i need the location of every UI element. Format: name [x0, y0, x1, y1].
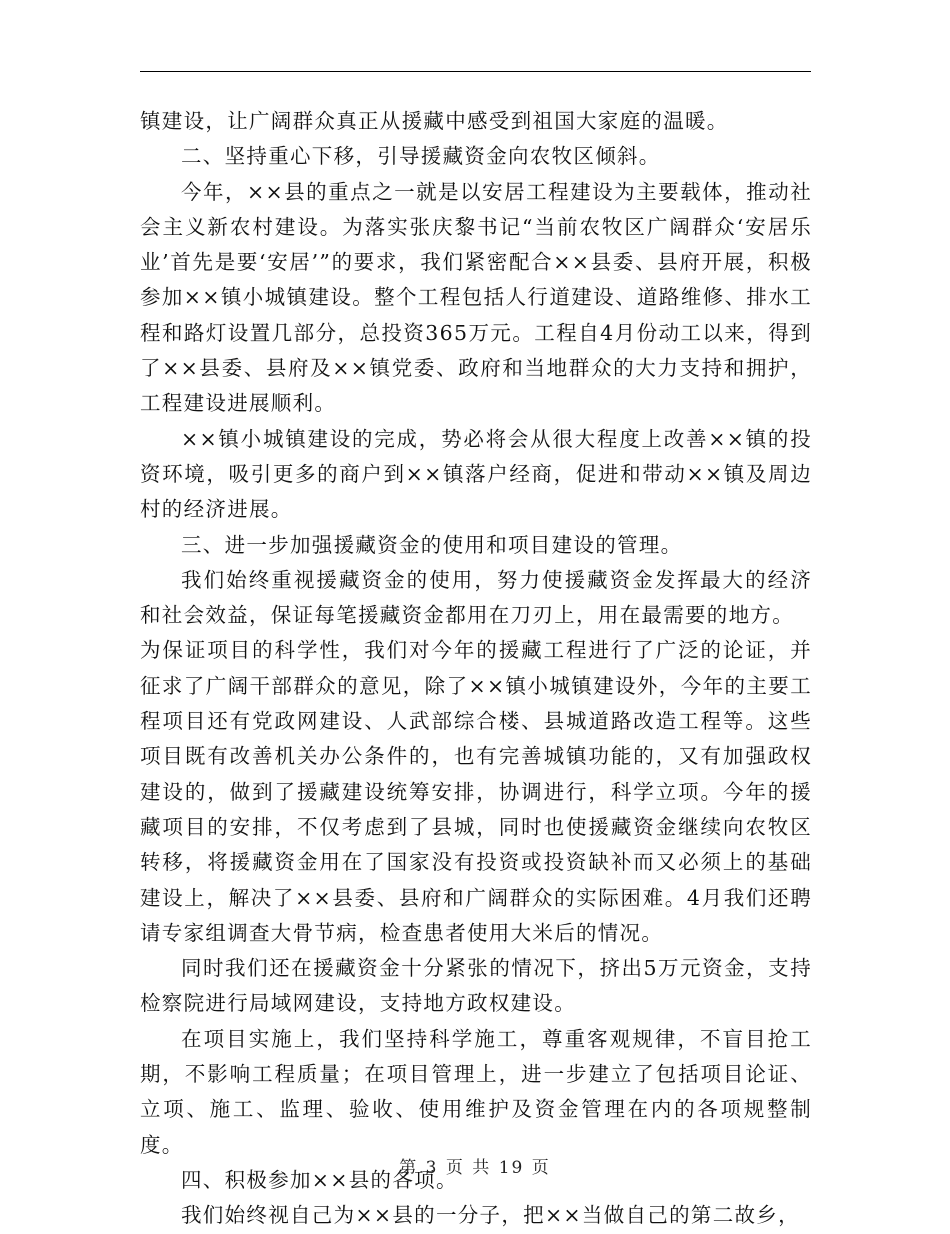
paragraph: ××镇小城镇建设的完成，势必将会从很大程度上改善××镇的投资环境，吸引更多的商户到××镇落户经商，促进和带动××镇及周边村的经济进展。 [140, 426, 812, 522]
paragraph: 为保证项目的科学性，我们对今年的援藏工程进行了广泛的论证，并征求了广阔干部群众的意见，除了××镇小城镇建设外，今年的主要工程项目还有党政网建设、人武部综合楼、县城道路改造工程等。这些项目既有改善机关办公条件的，也有完善城镇功能的，又有加强政权建设的，做到了援藏建设统筹安排，协调进行，科学立项。今年的援藏项目的安排，不仅考虑到了县城，同时也使援藏资金继续向农牧区转移，将援藏资金用在了国家没有投资或投资缺补而又必须上的基础建设上，解决了××县委、县府和广阔群众的实际困难。4月我们还聘请专家组调查大骨节病，检查患者使用大米后的情况。 [140, 638, 812, 945]
paragraph: 我们始终重视援藏资金的使用，努力使援藏资金发挥最大的经济和社会效益，保证每笔援藏资金都用在刀刃上，用在最需要的地方。 [140, 567, 812, 628]
section-heading-2: 二、坚持重心下移，引导援藏资金向农牧区倾斜。 [181, 144, 661, 169]
paragraph: 我们始终视自己为××县的一分子，把××当做自己的第二故乡， [181, 1203, 800, 1228]
paragraph: 同时我们还在援藏资金十分紧张的情况下，挤出5万元资金，支持检察院进行局域网建设，支持地方政权建设。 [140, 956, 812, 1016]
document-body [140, 104, 812, 1234]
paragraph: 在项目实施上，我们坚持科学施工，尊重客观规律，不盲目抢工期，不影响工程质量；在项目管理上，进一步建立了包括项目论证、立项、施工、监理、验收、使用维护及资金管理在内的各项规整制度。 [140, 1026, 812, 1157]
section-heading-3: 三、进一步加强援藏资金的使用和项目建设的管理。 [181, 532, 683, 557]
page-number-footer: 第 3 页 共 19 页 [399, 1158, 551, 1178]
paragraph: 今年，××县的重点之一就是以安居工程建设为主要载体，推动社会主义新农村建设。为落实张庆黎书记“当前农牧区广阔群众‘安居乐业’首先是要‘安居’”的要求，我们紧密配合××县委、县府开展，积极参加××镇小城镇建设。整个工程包括人行道建设、道路维修、排水工程和路灯设置几部分，总投资365万元。工程自4月份动工以来，得到了××县委、县府及××镇党委、政府和当地群众的大力支持和拥护，工程建设进展顺利。 [140, 179, 812, 416]
header-rule [140, 71, 811, 72]
section-heading-4: 四、积极参加××县的各项。 [181, 1167, 458, 1192]
paragraph-continuation: 镇建设，让广阔群众真正从援藏中感受到祖国大家庭的温暖。 [140, 109, 729, 133]
